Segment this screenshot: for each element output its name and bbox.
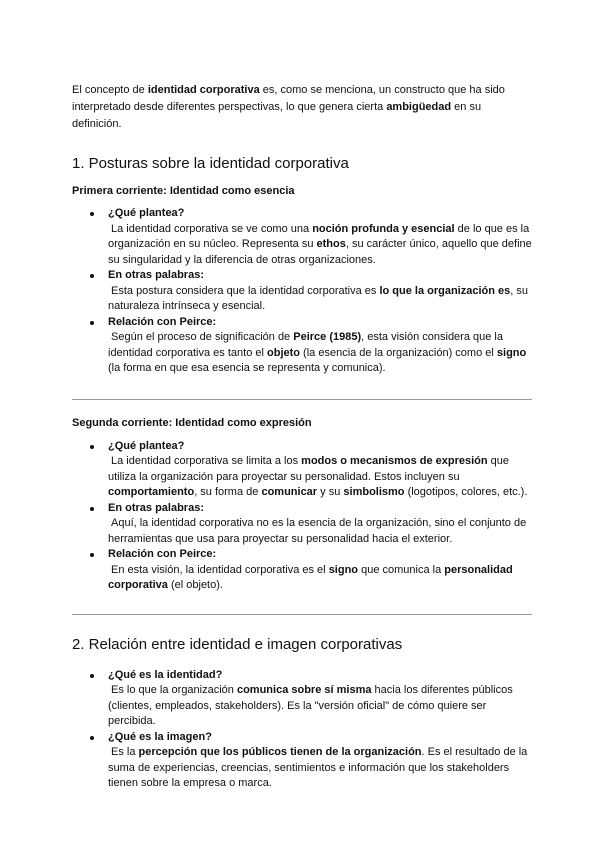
bullet-icon	[90, 212, 94, 216]
document-page	[72, 82, 532, 792]
bullet-icon	[90, 507, 94, 511]
list-item: ¿Qué es la imagen? Es la percepción que los públicos tienen de la organización. Es el resultado de la suma de experiencias, creencias, sentimientos e información que los stakeholders tienen sobre la empresa o marca.	[72, 730, 532, 792]
bullet-icon	[90, 674, 94, 678]
bullet-icon	[90, 274, 94, 278]
first-current-heading: Primera corriente: Identidad como esencia	[72, 185, 295, 197]
section-2-title: 2. Relación entre identidad e imagen corporativas	[72, 635, 403, 653]
bullet-icon	[90, 736, 94, 740]
section-1-title: 1. Posturas sobre la identidad corporativa	[72, 155, 349, 172]
divider	[72, 399, 532, 400]
list-item: En otras palabras: Esta postura considera que la identidad corporativa es lo que la organización es, su naturaleza intrínseca y esencial.	[72, 268, 532, 315]
list-item: ¿Qué plantea? La identidad corporativa se limita a los modos o mecanismos de expresión que utiliza la organización para proyectar su personalidad. Estos incluyen su comportamiento, su forma de comunicar y su simbolismo (logotipos, colores, etc.).	[72, 439, 532, 501]
bullet-icon	[90, 321, 94, 325]
second-current-heading: Segunda corriente: Identidad como expresión	[72, 416, 312, 429]
bullet-icon	[90, 553, 94, 557]
list-item: Relación con Peirce: En esta visión, la identidad corporativa es el signo que comunica la personalidad corporativa (el objeto).	[72, 547, 532, 594]
list-item: Relación con Peirce: Según el proceso de significación de Peirce (1985), esta visión considera que la identidad corporativa es tanto el objeto (la esencia de la organización) como el signo (la forma en que esa esencia se representa y comunica).	[72, 315, 532, 377]
intro-paragraph: El concepto de identidad corporativa es, como se menciona, un constructo que ha sido interpretado desde diferentes perspectivas, lo que genera cierta ambigüedad en su definición.	[72, 84, 505, 130]
divider	[72, 614, 532, 615]
bullet-icon	[90, 445, 94, 449]
list-item: ¿Qué plantea? La identidad corporativa se ve como una noción profunda y esencial de lo que es la organización en su núcleo. Representa su ethos, su carácter único, aquello que define su singularidad y la diferencia de otras organizaciones.	[72, 206, 532, 268]
identity-image-list	[72, 668, 532, 792]
list-item: ¿Qué es la identidad? Es lo que la organización comunica sobre sí misma hacia los diferentes públicos (clientes, empleados, stakeholders). Es la "versión oficial" de cómo quiere ser percibida.	[72, 668, 532, 730]
first-current-list	[72, 206, 532, 377]
second-current-list	[72, 439, 532, 594]
list-item: En otras palabras: Aquí, la identidad corporativa no es la esencia de la organización, sino el conjunto de herramientas que usa para proyectar su personalidad hacia el exterior.	[72, 501, 532, 548]
